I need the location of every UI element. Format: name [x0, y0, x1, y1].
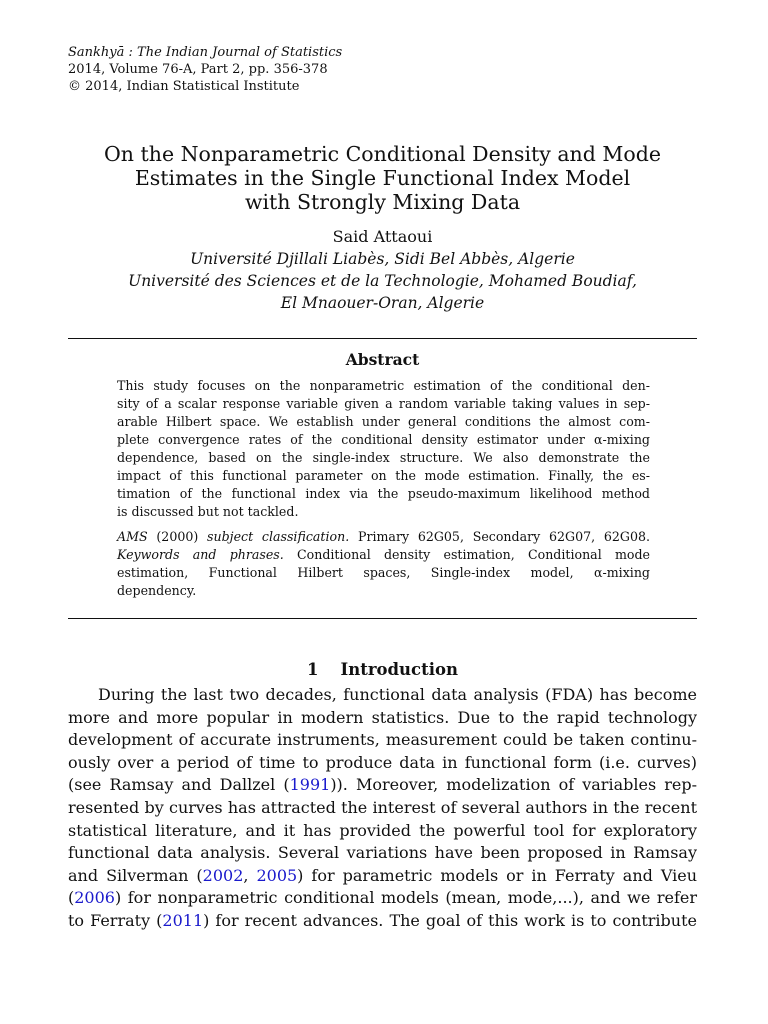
- body-text: (: [68, 888, 75, 908]
- body-text: ,: [243, 865, 257, 885]
- ams-classification: [117, 528, 650, 546]
- author-affiliations: [68, 248, 697, 314]
- section-title: Introduction: [340, 660, 458, 679]
- journal-header: [68, 44, 342, 95]
- abstract-line: plete convergence rates of the conditional density estimator under α-mixing: [117, 432, 650, 447]
- body-line: [68, 887, 697, 910]
- body-line: resented by curves has attracted the interest of several authors in the recent: [68, 797, 697, 817]
- section-heading: [68, 658, 697, 682]
- keywords-label: Keywords and phrases.: [117, 547, 284, 562]
- citation-link[interactable]: 2011: [162, 910, 204, 930]
- journal-name-line: [68, 44, 342, 61]
- body-text: and Silverman (: [68, 865, 203, 885]
- body-line: [68, 865, 697, 888]
- intro-paragraph: [68, 684, 697, 933]
- body-line: [68, 774, 697, 797]
- body-line: ously over a period of time to produce data in functional form (i.e. curves): [68, 752, 697, 772]
- body-line: functional data analysis. Several variations have been proposed in Ramsay: [68, 843, 697, 863]
- ams-label: AMS: [117, 529, 148, 544]
- body-line: statistical literature, and it has provided the powerful tool for exploratory: [68, 820, 697, 840]
- title-line: with Strongly Mixing Data: [244, 190, 521, 214]
- author-name: Said Attaoui: [332, 227, 433, 246]
- journal-name-suffix: : The Indian Journal of Statistics: [124, 45, 343, 60]
- citation-link[interactable]: 1991: [289, 775, 331, 795]
- abstract-line: dependence, based on the single-index structure. We also demonstrate the: [117, 450, 650, 465]
- body-text: to Ferraty (: [68, 910, 163, 930]
- affiliation-line: Université des Sciences et de la Technologie, Mohamed Boudiaf,: [128, 272, 637, 290]
- abstract-heading: Abstract: [345, 350, 420, 369]
- body-line: development of accurate instruments, measurement could be taken continu-: [68, 730, 697, 750]
- subject-label: subject classification.: [207, 529, 350, 544]
- body-line: During the last two decades, functional data analysis (FDA) has become: [98, 685, 697, 704]
- abstract-line: timation of the functional index via the pseudo-maximum likelihood method: [117, 486, 650, 501]
- body-line: more and more popular in modern statistics. Due to the rapid technology: [68, 707, 697, 727]
- body-text: ) for parametric models or in Ferraty and Vieu: [297, 865, 698, 885]
- keywords-line: dependency.: [117, 583, 197, 598]
- title-line: Estimates in the Single Functional Index Model: [134, 166, 631, 190]
- keywords-text: Conditional density estimation, Conditional mode: [283, 547, 650, 562]
- body-line: [68, 910, 697, 933]
- classification-block: [117, 528, 650, 600]
- title-line: On the Nonparametric Conditional Density and Mode: [103, 142, 661, 166]
- abstract-top-rule: [68, 338, 697, 339]
- keywords-line: estimation, Functional Hilbert spaces, Single-index model, α-mixing: [117, 565, 650, 580]
- citation-link[interactable]: 2006: [74, 888, 115, 908]
- citation-link[interactable]: 2002: [202, 865, 244, 885]
- affiliation-line: Université Djillali Liabès, Sidi Bel Abbès, Algerie: [190, 250, 575, 268]
- body-text: ) for nonparametric conditional models (mean, mode,...), and we refer: [114, 888, 697, 908]
- abstract-text: [117, 377, 650, 521]
- body-text: ) for recent advances. The goal of this work is to contribute: [203, 910, 697, 930]
- section-number: 1: [307, 660, 319, 679]
- body-text: )). Moreover, modelization of variables rep-: [330, 775, 697, 795]
- abstract-line: arable Hilbert space. We establish under general conditions the almost com-: [117, 414, 650, 429]
- subject-codes: Primary 62G05, Secondary 62G07, 62G08.: [349, 529, 650, 544]
- citation-link[interactable]: 2005: [256, 865, 298, 885]
- paper-title: [68, 142, 697, 214]
- abstract-bottom-rule: [68, 618, 697, 619]
- journal-name: Sankhyā: [68, 45, 125, 60]
- keywords-line: [117, 546, 650, 564]
- abstract-line: sity of a scalar response variable given a random variable taking values in sep-: [117, 396, 650, 411]
- ams-year: (2000): [147, 529, 208, 544]
- journal-copyright: © 2014, Indian Statistical Institute: [68, 79, 300, 94]
- journal-volume: 2014, Volume 76-A, Part 2, pp. 356-378: [68, 62, 328, 77]
- abstract-line: This study focuses on the nonparametric estimation of the conditional den-: [117, 378, 650, 393]
- affiliation-line: El Mnaouer-Oran, Algerie: [280, 294, 485, 312]
- abstract-line: is discussed but not tackled.: [117, 504, 299, 519]
- body-text: (see Ramsay and Dallzel (: [68, 775, 290, 795]
- abstract-line: impact of this functional parameter on the mode estimation. Finally, the es-: [117, 468, 650, 483]
